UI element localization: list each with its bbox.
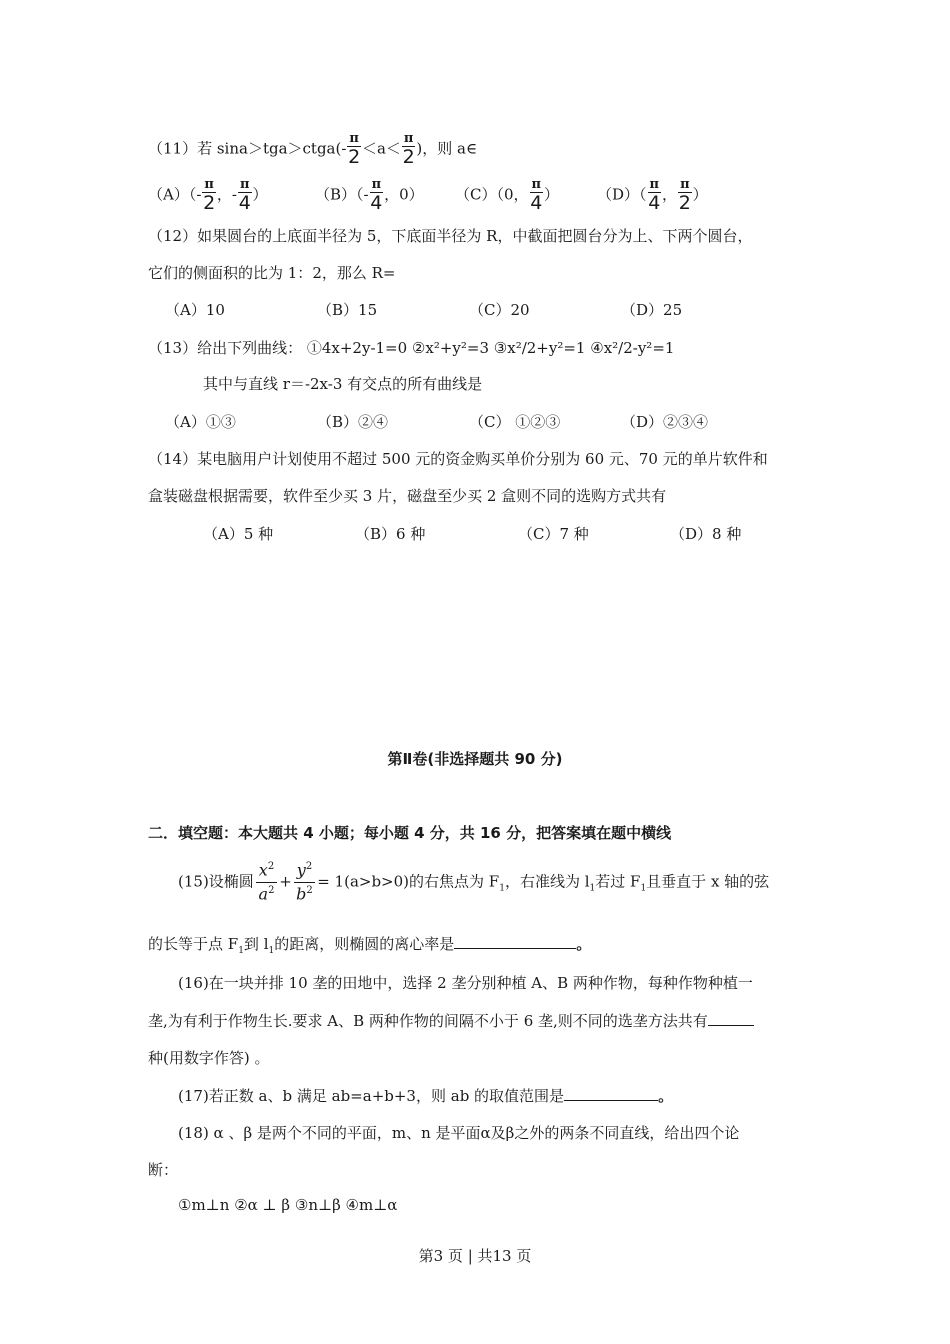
q16-answer-blank[interactable] [708,1011,754,1026]
q11-option-d: （D）（ $\frac{\pi}{4}$ ， $\frac{\pi}{2}$ ） [597,177,708,214]
q12-line1: （12）如果圆台的上底面半径为 5，下底面半径为 R，中截面把圆台分为上、下两个圆台， [148,227,753,245]
q15-answer-blank[interactable] [454,934,576,949]
q11-option-b: （B）（- $\frac{\pi}{4}$ ，0） [315,177,424,214]
q14-option-c: （C）7 种 [518,525,589,543]
q18-line1: (18) α 、β 是两个不同的平面，m、n 是平面α及β之外的两条不同直线，给出四个论 [178,1124,740,1142]
q17-line: (17)若正数 a、b 满足 ab=a+b+3，则 ab 的取值范围是 。 [178,1087,674,1105]
q13-option-d: （D）②③④ [621,413,709,431]
pi-over-4-fraction: $\frac{\pi}{4}$ [648,177,661,214]
pi-over-4-fraction: $\frac{\pi}{4}$ [530,177,543,214]
pi-over-2-fraction: $\frac{\pi}{2}$ [678,177,691,214]
section2-heading: 二．填空题：本大题共 4 小题；每小题 4 分，共 16 分，把答案填在题中横线 [148,824,672,842]
q15-line2: 的长等于点 $F_1$到 $l_1$的距离，则椭圆的离心率是 。 [148,935,592,956]
q14-option-d: （D）8 种 [670,525,742,543]
q12-option-d: （D）25 [621,301,683,319]
x-squared-over-a-squared: $\frac{x^2}{a^2}$ [256,862,277,903]
q11-option-a: （A）（- $\frac{\pi}{2}$ ，- $\frac{\pi}{4}$ ） [148,177,268,214]
q14-option-b: （B）6 种 [355,525,426,543]
q13-line2: 其中与直线 r＝-2x-3 有交点的所有曲线是 [203,375,483,393]
q11-prefix: （11）若 sina＞tga＞ctga(- [148,139,347,158]
q11-stem [148,132,477,167]
q16-line3: 种(用数字作答) 。 [148,1049,270,1067]
q13-option-b: （B）②④ [317,413,389,431]
q17-answer-blank[interactable] [564,1086,658,1101]
q13-line1: （13）给出下列曲线： ①4x+2y-1=0 ②x²+y²=3 ③x²/2+y²=1 ④x²/2-y²=1 [148,339,675,357]
q13-option-c: （C） ①②③ [469,413,561,431]
pi-over-4-fraction: $\frac{\pi}{4}$ [370,177,383,214]
q12-option-b: （B）15 [317,301,378,319]
pi-over-2-fraction: $\frac{\pi}{2}$ [348,131,361,168]
pi-over-2-fraction: $\frac{\pi}{2}$ [402,131,415,168]
q16-line1: (16)在一块并排 10 垄的田地中，选择 2 垄分别种植 A、B 两种作物，每种作物种植一 [178,974,753,992]
q14-line2: 盒装磁盘根据需要，软件至少买 3 片，磁盘至少买 2 盒则不同的选购方式共有 [148,487,667,505]
pi-over-4-fraction: $\frac{\pi}{4}$ [238,177,251,214]
part2-title: 第Ⅱ卷(非选择题共 90 分) [387,750,563,768]
q12-option-a: （A）10 [165,301,225,319]
q11-suffix: )，则 a∈ [416,139,478,158]
pi-over-2-fraction: $\frac{\pi}{2}$ [203,177,216,214]
q18-line3: ①m⊥n ②α ⊥ β ③n⊥β ④m⊥α [178,1196,398,1214]
q14-line1: （14）某电脑用户计划使用不超过 500 元的资金购买单价分别为 60 元、70 元的单片软件和 [148,450,768,468]
q12-option-c: （C）20 [469,301,530,319]
q15-line1: (15)设椭圆 $\frac{x^2}{a^2}$ + $\frac{y^2}{b^2}$ = 1(a>b>0)的右焦点为 $F_1$，右准线为 $l_1$若过 $F_1$且垂直于 x 轴的弦 [178,860,770,904]
y-squared-over-b-squared: $\frac{y^2}{b^2}$ [294,862,315,903]
q11-option-c: （C）（0， $\frac{\pi}{4}$ ） [455,177,560,214]
q12-line2: 它们的侧面积的比为 1：2，那么 R= [148,264,396,282]
page-footer: 第3 页 | 共13 页 [418,1247,532,1265]
q14-option-a: （A）5 种 [203,525,274,543]
q16-line2: 垄,为有利于作物生长.要求 A、B 两种作物的间隔不小于 6 垄,则不同的选垄方法共有 [148,1010,754,1031]
q11-mid: ＜a＜ [361,139,401,158]
q13-option-a: （A）①③ [165,413,236,431]
q18-line2: 断： [148,1161,179,1179]
